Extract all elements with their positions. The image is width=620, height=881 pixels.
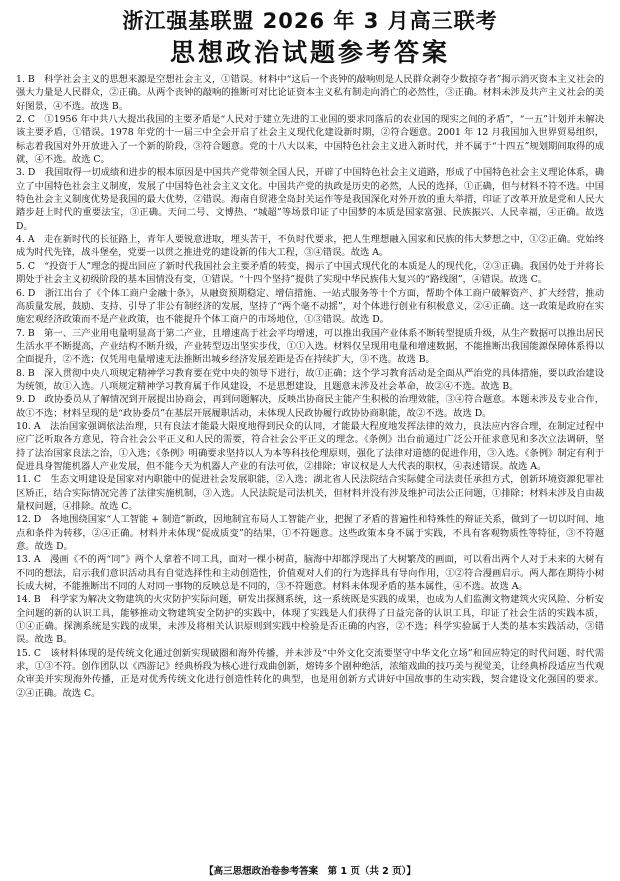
answer-item-7: 7. B 第一、三产业用电量明显高于第二产业，且增速高于社会平均增速，可以推出我国产业体系不断转型提质升级，从生产数据可以推出居民生活水平不断提高，产业结构不断升级，产业转型迈出坚实步伐，①①入选。材料仅呈现用电量和增速数据，不能推断出我国能源保障体系得以全面提升，②不选；仅凭用电量增速无法推断出城乡经济发展差距是否在持续扩大，③不选。故选 B。 [16,327,604,366]
answer-item-9: 9. D 政协委员从了解情况到开展提出协商会，再到问题解决，反映出协商民主能产生积极的治理效能，③④符合题意。本题未涉及专业合作，故①不选；材料呈现的是“政协委员”在基层开展履职活动，未体现人民政协履行政协协商职能，故②不选。故选 D。 [16,394,604,419]
answer-item-11: 11. C 生态文明建设是国家对内职能中的促进社会发展职能，②入选；湖北省人民法院结合实际健全司法责任承担方式，创新环境资源犯罪社区矫正，结合实际情况完善了法律实施机制，③入选。人民法院是司法机关，但材料并没有涉及维护司法公正问题，①排除；材料未涉及自由裁量权问题，④排除。故选 C。 [16,474,604,512]
answer-item-1: 1. B 科学社会主义的思想来源是空想社会主义，①错误。材料中“这后一个丧钟的敲响则是人民群众剥夺少数掠夺者”揭示消灭资本主义社会的强大力量是人民群众，②正确。从两个丧钟的敲响的推断可对比论证资本主义私有制走向消亡的必然性，③正确。材料未涉及共产主义社会的美好图景，④不选。故选 B。 [16,74,604,112]
answer-item-5: 5. C “投资于人”理念的提出回应了新时代我国社会主要矛盾的转变，揭示了中国式现代化的本质是人的现代化，②③正确。我国仍处于并将长期处于社会主义初级阶段的基本国情没有变，①错误。“十四个坚持”提供了实现中华民族伟大复兴的“路线图”，④错误。故选 C。 [16,260,604,286]
answer-item-4: 4. A 走在新时代的长征路上，青年人要锐意进取，埋头苦干，不负时代要求，把人生理想融入国家和民族的伟大梦想之中，①②正确。党始终成为时代先锋，战斗堡垒，党要一以贯之推进党的建设新的伟大工程，③④错误。故选 A。 [16,234,604,259]
exam-title: 浙江强基联盟 2026 年 3 月高三联考 [122,9,498,33]
answer-item-3: 3. D 我国取得一切成绩和进步的根本原因是中国共产党带领全国人民，开辟了中国特色社会主义道路，形成了中国特色社会主义理论体系，确立了中国特色社会主义制度，发展了中国特色社会主义文化。中国共产党的执政是历史的必然，人民的选择，①正确，但与材料不符不选。中国特色社会主义制度优势是我国的最大优势，②错误。海南自贸港全岛封关运作等是我国深化对外开放的重大举措，印证了改革开放是党和人民大踏步赶上时代的重要法宝，③正确。天问二号、文博热、“城超”等场景印证了中国梦的本质是国家富强、民族振兴、人民幸福，④正确。故选 D。 [16,167,604,232]
document-title: 思想政治试题参考答案 [169,38,450,67]
page-footer: 【高三思想政治卷参考答案 第 1 页（共 2 页）】 [204,866,416,877]
answer-item-14: 14. B 科学家为解决文物建筑的火灾防护实际问题，研发出探测系统，这一系统既是实践的成果，也成为人们监测文物建筑火灾风险、分析安全问题的新的认识工具，能够推动文物建筑安全防护的实践中，体现了实践是人们获得了日益完备的认识工具，印证了社会生活的实践本质，①④正确。探测系统是实践的成果，未涉及将相关认识原则到实践中检验是否正确的内容，②不选；科学实验属于人类的基本实践活动，③错误。故选 B。 [16,594,604,646]
answer-item-13: 13. A 漫画《不的两“同”》两个人拿着不同工具，面对一棵小树苗，脑海中却都浮现出了大树繁茂的画面，可以看出两个人对于未来的大树有不同的想法，启示我们意识活动具有自觉选择性和主动创造性，价值观对人们的行为选择具有导向作用，①②符合漫画启示。两人都在期待小树长成大树，不能推断出不同的人对同一事物的反映总是不同的，③不符题意。材料未体现矛盾的基本属性，④不选。故选 A。 [16,554,604,593]
answer-list [16,73,604,700]
answer-item-8: 8. B 深入贯彻中央八项规定精神学习教育要在党中央的领导下进行，故①正确；这个学习教育活动是全面从严治党的具体措施，要以政治建设为统领，故①入选。八项规定精神学习教育属于作风建设，不是思想建设，且题意未涉及社会革命，故②④不选。故选 B。 [16,367,604,392]
answer-item-6: 6. D 浙江出台了《个体工商户金融十条》，从融资预期稳定、增信措施、一站式服务等十个方面，帮助个体工商户破解资产、扩大经营，推动高质量发展，鼓励、支持、引导了非公有制经济的发展，坚持了“两个毫不动摇”，对个体进行创业有积极意义，②④正确。这一政策是政府在实施宏观经济政策而不是产业政策，也不能提升个体工商户的市场地位，①③错误。故选 D。 [16,287,604,326]
answer-item-2: 2. C ①1956 年中共八大提出我国的主要矛盾是“人民对于建立先进的工业国的要求同落后的农业国的现实之间的矛盾”，“一五”计划并未解决该主要矛盾，①错误。1978 年党的十一届三中全会开启了社会主义现代化建设新时期，②符合题意。2001 年 12 月我国加入世界贸易组织，标志着我国对外开放进入了一个新的阶段，③符合题意。党的十八大以来，中国特色社会主义进入新时代，并不属于“十四五”规划期间取得的成就，④不选。故选 C。 [16,114,604,166]
answer-item-15: 15. C 该材料体现的是传统文化通过创新实现破圈和海外传播，并未涉及“中外文化交流要坚守中华文化立场”和回应特定的时代问题、时代需求，①③不符。创作团队以《西游记》经典桥段为核心进行戏曲创新，熔铸多个剧种绝活，浓缩戏曲的技巧美与视觉美，让经典桥段适应当代观众审美并实现海外传播，正是对优秀传统文化进行创造性转化的典型，也是用创新方式讲好中国故事的生动实践，契合建设文化强国的要求。②④正确。故选 C。 [16,647,604,699]
answer-item-12: 12. D 各地围绕国家“人工智能 + 制造”新政，因地制宜布局人工智能产业，把握了矛盾的普遍性和特殊性的辩证关系，做到了一切以时间、地点和条件为转移，②④正确。材料并未体现“促成质变”的结果，①不符题意。这些政策本身不属于实践，不具有客观物质性等特征，③不符题意。故选 D。 [16,514,604,553]
answer-item-10: 10. A 法治国家强调依法治理，只有良法才能最大限度地得到民众的认同，才能最大程度地发挥法律的效力，良法应内容合理，在制定过程中应广泛听取各方意见，符合社会公平正义和人民的需要，符合社会公平正义的理念。《条例》出台前通过广泛公开征求意见和多次立法调研，坚持了法治国家良法之治，①入选；《条例》明确要求坚持以人为本等科技伦理原则，强化了法律对道德的促进作用，③入选。《条例》制定有利于促进具身智能机器人产业发展，但不能今天为机器人产业的有法可依，②排除；审议权是人大代表的职权，④表述错误。故选 A。 [16,420,604,472]
